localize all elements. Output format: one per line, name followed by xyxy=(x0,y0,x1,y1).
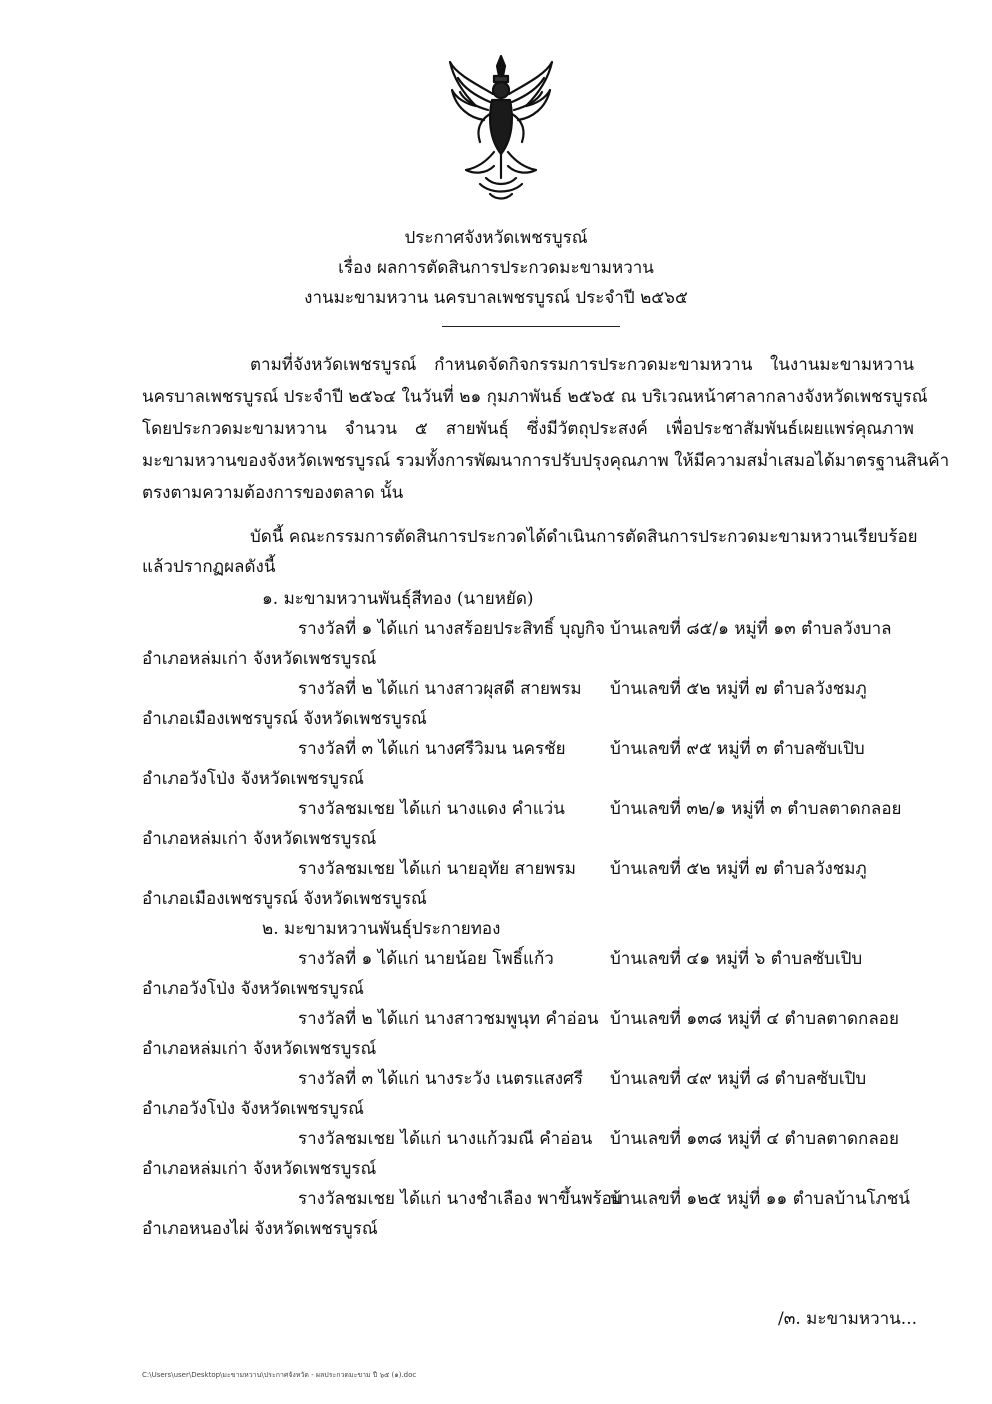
award-district: อำเภอหล่มเก่า จังหวัดเพชรบูรณ์ xyxy=(142,829,377,849)
award-winner: รางวัลที่ ๑ ได้แก่ นายน้อย โพธิ์แก้ว xyxy=(298,949,554,969)
garuda-emblem-icon xyxy=(446,54,556,204)
award-address: บ้านเลขที่ ๑๓๘ หมู่ที่ ๔ ตำบลตาดกลอย xyxy=(610,1129,899,1149)
award-winner: รางวัลชมเชย ได้แก่ นายอุทัย สายพรม xyxy=(298,859,576,879)
award-district: อำเภอวังโป่ง จังหวัดเพชรบูรณ์ xyxy=(142,769,364,789)
announcement-title: ประกาศจังหวัดเพชรบูรณ์ xyxy=(404,228,588,248)
intro-line: นครบาลเพชรบูรณ์ ประจำปี ๒๕๖๔ ในวันที่ ๒๑ กุมภาพันธ์ ๒๕๖๕ ณ บริเวณหน้าศาลากลางจังหวัดเพชรบูรณ์ xyxy=(142,387,928,407)
award-address: บ้านเลขที่ ๔๙ หมู่ที่ ๘ ตำบลซับเปิบ xyxy=(610,1069,867,1089)
award-winner: รางวัลที่ ๑ ได้แก่ นางสร้อยประสิทธิ์ บุญกิจ xyxy=(298,619,606,639)
intro-line: มะขามหวานของจังหวัดเพชรบูรณ์ รวมทั้งการพัฒนาการปรับปรุงคุณภาพ ให้มีความสม่ำเสมอได้มาตรฐานสินค้า xyxy=(142,451,950,471)
category-title: ๒. มะขามหวานพันธุ์ประกายทอง xyxy=(262,919,501,939)
award-address: บ้านเลขที่ ๑๒๕ หมู่ที่ ๑๑ ตำบลบ้านโภชน์ xyxy=(610,1189,910,1209)
award-line xyxy=(298,1128,908,1150)
file-path-footer: C:\Users\user\Desktop\มะขามหวาน\ประกาศจังหวัด - ผลประกวดมะขาม ปี ๖๕ (๑).doc xyxy=(142,1371,417,1379)
award-line xyxy=(298,948,908,970)
award-winner: รางวัลที่ ๓ ได้แก่ นางศรีวิมน นครชัย xyxy=(298,739,566,759)
award-line xyxy=(298,1008,908,1030)
award-line xyxy=(298,618,908,640)
award-district: อำเภอวังโป่ง จังหวัดเพชรบูรณ์ xyxy=(142,979,364,999)
award-line xyxy=(298,798,908,820)
intro-line: ตรงตามความต้องการของตลาด นั้น xyxy=(142,483,404,503)
award-winner: รางวัลที่ ๒ ได้แก่ นางสาวผุสดี สายพรม xyxy=(298,679,582,699)
award-winner: รางวัลที่ ๒ ได้แก่ นางสาวชมพูนุท คำอ่อน xyxy=(298,1009,599,1029)
result-intro-line: แล้วปรากฏผลดังนี้ xyxy=(142,557,276,577)
award-address: บ้านเลขที่ ๑๓๘ หมู่ที่ ๔ ตำบลตาดกลอย xyxy=(610,1009,899,1029)
award-winner: รางวัลชมเชย ได้แก่ นางแดง คำแว่น xyxy=(298,799,565,819)
award-address: บ้านเลขที่ ๕๒ หมู่ที่ ๗ ตำบลวังชมภู xyxy=(610,859,867,879)
award-address: บ้านเลขที่ ๙๕ หมู่ที่ ๓ ตำบลซับเปิบ xyxy=(610,739,865,759)
award-district: อำเภอเมืองเพชรบูรณ์ จังหวัดเพชรบูรณ์ xyxy=(142,709,427,729)
award-district: อำเภอหล่มเก่า จังหวัดเพชรบูรณ์ xyxy=(142,1159,377,1179)
award-winner: รางวัลชมเชย ได้แก่ นางแก้วมณี คำอ่อน xyxy=(298,1129,593,1149)
award-line xyxy=(298,678,908,700)
award-line xyxy=(298,738,908,760)
announcement-event: งานมะขามหวาน นครบาลเพชรบูรณ์ ประจำปี ๒๕๖๕ xyxy=(304,288,688,308)
award-address: บ้านเลขที่ ๔๑ หมู่ที่ ๖ ตำบลซับเปิบ xyxy=(610,949,863,969)
award-line xyxy=(298,1068,908,1090)
award-address: บ้านเลขที่ ๕๒ หมู่ที่ ๗ ตำบลวังชมภู xyxy=(610,679,867,699)
category-title: ๑. มะขามหวานพันธุ์สีทอง (นายหยัด) xyxy=(262,589,534,609)
award-winner: รางวัลชมเชย ได้แก่ นางชำเลือง พาขึ้นพร้อม xyxy=(298,1189,624,1209)
intro-line: ตามที่จังหวัดเพชรบูรณ์ กำหนดจัดกิจกรรมการประกวดมะขามหวาน ในงานมะขามหวาน xyxy=(250,355,914,375)
result-intro-line: บัดนี้ คณะกรรมการตัดสินการประกวดได้ดำเนินการตัดสินการประกวดมะขามหวานเรียบร้อย xyxy=(250,527,918,547)
award-line xyxy=(298,858,908,880)
award-district: อำเภอหล่มเก่า จังหวัดเพชรบูรณ์ xyxy=(142,649,377,669)
title-divider xyxy=(442,326,620,327)
award-line xyxy=(298,1188,908,1210)
award-district: อำเภอเมืองเพชรบูรณ์ จังหวัดเพชรบูรณ์ xyxy=(142,889,427,909)
announcement-subject: เรื่อง ผลการตัดสินการประกวดมะขามหวาน xyxy=(338,258,654,278)
award-address: บ้านเลขที่ ๓๒/๑ หมู่ที่ ๓ ตำบลตาดกลอย xyxy=(610,799,902,819)
award-district: อำเภอหนองไผ่ จังหวัดเพชรบูรณ์ xyxy=(142,1219,378,1239)
award-winner: รางวัลที่ ๓ ได้แก่ นางระวัง เนตรแสงศรี xyxy=(298,1069,583,1089)
intro-line: โดยประกวดมะขามหวาน จำนวน ๕ สายพันธุ์ ซึ่งมีวัตถุประสงค์ เพื่อประชาสัมพันธ์เผยแพร่คุณภาพ xyxy=(142,419,914,439)
award-district: อำเภอหล่มเก่า จังหวัดเพชรบูรณ์ xyxy=(142,1039,377,1059)
award-district: อำเภอวังโป่ง จังหวัดเพชรบูรณ์ xyxy=(142,1099,364,1119)
continued-marker: /๓. มะขามหวาน... xyxy=(778,1309,917,1329)
award-address: บ้านเลขที่ ๘๕/๑ หมู่ที่ ๑๓ ตำบลวังบาล xyxy=(610,619,892,639)
